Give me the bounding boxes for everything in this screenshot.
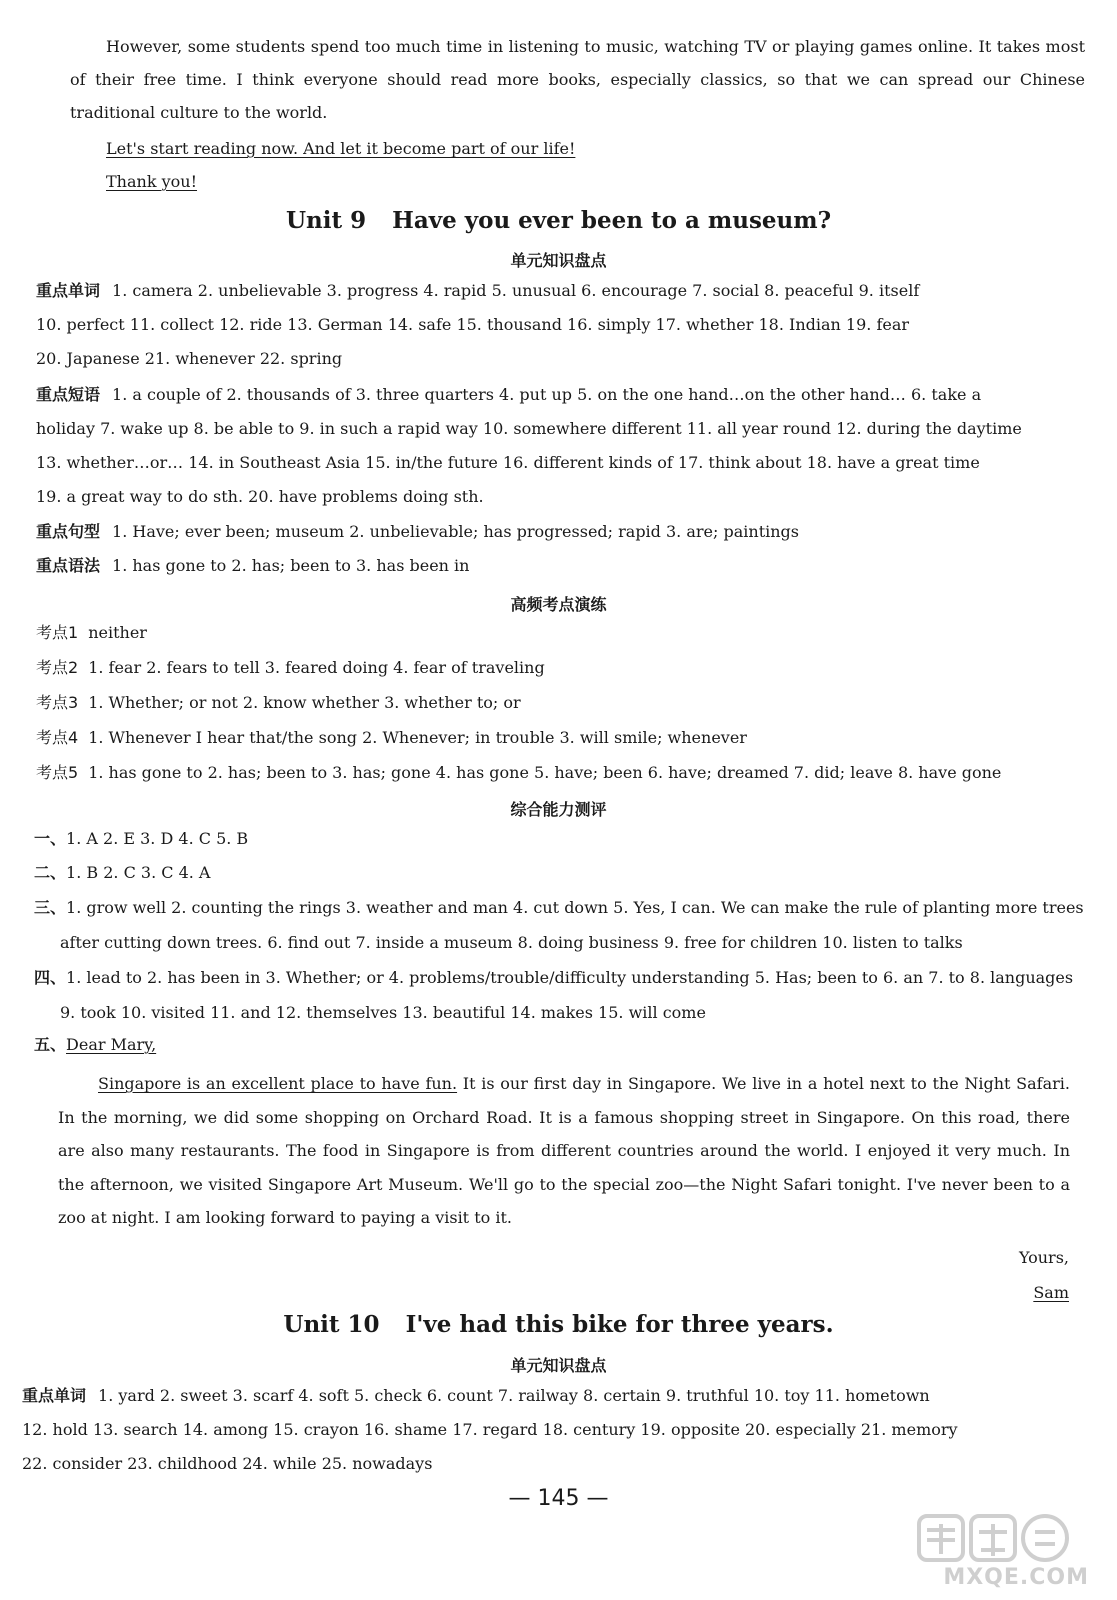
unit9-practice-heading: 高频考点演练 — [510, 595, 607, 614]
unit9-phrases-line1: 重点短语 1. a couple of 2. thousands of 3. three quarters 4. put up 5. on the one hand…on the other hand… 6. take a — [36, 385, 982, 404]
unit10-words-line1: 重点单词 1. yard 2. sweet 3. scarf 4. soft 5. check 6. count 7. railway 8. certain 9. truthful 10. toy 11. hometown — [22, 1386, 930, 1405]
test-section-3-line2: after cutting down trees. 6. find out 7. inside a museum 8. doing business 9. free for children 10. listen to talks — [60, 933, 963, 952]
intro-thanks: Thank you! — [106, 172, 198, 191]
unit9-words-line3: 20. Japanese 21. whenever 22. spring — [36, 349, 343, 368]
kp2-label: 考点2 — [36, 658, 79, 677]
kp1-label: 考点1 — [36, 623, 79, 642]
page-number: — 145 — — [508, 1486, 609, 1511]
kp2-line: 考点2 1. fear 2. fears to tell 3. feared doing 4. fear of traveling — [36, 658, 545, 677]
unit9-title — [0, 207, 1117, 234]
test-section-4-line2: 9. took 10. visited 11. and 12. themselves 13. beautiful 14. makes 15. will come — [60, 1003, 706, 1022]
intro-paragraph: However, some students spend too much time in listening to music, watching TV or playing games online. It takes most of their free time. I think everyone should read more books, especially classics, so that we can spread our Chinese traditional culture to the world. — [70, 37, 1085, 122]
unit9-number: Unit 9 — [285, 207, 367, 234]
letter-sign-off: Yours, — [1018, 1248, 1069, 1267]
test-section-5: 五、Dear Mary, — [34, 1035, 157, 1054]
unit9-words-label: 重点单词 — [36, 281, 101, 300]
kp5-label: 考点5 — [36, 763, 79, 782]
unit10-words-label: 重点单词 — [22, 1386, 87, 1405]
unit9-sentences: 重点句型 1. Have; ever been; museum 2. unbelievable; has progressed; rapid 3. are; paintings — [36, 522, 799, 541]
unit9-phrases-line4: 19. a great way to do sth. 20. have problems doing sth. — [36, 487, 484, 506]
letter-topic-sentence: Singapore is an excellent place to have fun. — [98, 1074, 458, 1093]
unit9-words-line1: 重点单词 1. camera 2. unbelievable 3. progress 4. rapid 5. unusual 6. encourage 7. social 8. peaceful 9. itself — [36, 281, 920, 300]
unit10-words-line3: 22. consider 23. childhood 24. while 25. nowadays — [22, 1454, 433, 1473]
watermark-logo-icon — [899, 1510, 1089, 1565]
kp1-line: 考点1 neither — [36, 623, 147, 642]
test-section-4-line1: 四、1. lead to 2. has been in 3. Whether; or 4. problems/trouble/difficulty understanding 5. Has; been to 6. an 7. to 8. languages — [34, 968, 1074, 987]
unit9-phrases-line2: holiday 7. wake up 8. be able to 9. in such a rapid way 10. somewhere different 11. all year round 12. during the daytime — [36, 419, 1022, 438]
unit9-phrases-line3: 13. whether…or… 14. in Southeast Asia 15. in/the future 16. different kinds of 17. think about 18. have a great time — [36, 453, 980, 472]
watermark-logo — [899, 1510, 1089, 1590]
letter-signature: Sam — [1033, 1283, 1069, 1302]
intro-closing: Let's start reading now. And let it become part of our life! — [106, 139, 576, 158]
kp4-line: 考点4 1. Whenever I hear that/the song 2. Whenever; in trouble 3. will smile; whenever — [36, 728, 747, 747]
unit10-number: Unit 10 — [283, 1311, 380, 1338]
unit9-words-line2: 10. perfect 11. collect 12. ride 13. German 14. safe 15. thousand 16. simply 17. whether 18. Indian 19. fear — [36, 315, 910, 334]
unit9-title-text: Have you ever been to a museum? — [392, 207, 832, 234]
unit10-words-line2: 12. hold 13. search 14. among 15. crayon 16. shame 17. regard 18. century 19. opposite 20. especially 21. memory — [22, 1420, 958, 1439]
unit10-knowledge-heading: 单元知识盘点 — [510, 1356, 607, 1375]
test-section-3-line1: 三、1. grow well 2. counting the rings 3. weather and man 4. cut down 5. Yes, I can. We can make the rule of planting more trees — [34, 898, 1084, 917]
kp3-label: 考点3 — [36, 693, 79, 712]
unit9-phrases-label: 重点短语 — [36, 385, 101, 404]
kp4-label: 考点4 — [36, 728, 79, 747]
unit10-title — [0, 1311, 1117, 1338]
test-section-2: 二、1. B 2. C 3. C 4. A — [34, 863, 211, 882]
unit10-title-text: I've had this bike for three years. — [405, 1311, 834, 1338]
letter-body: Singapore is an excellent place to have fun. It is our first day in Singapore. We live in a hotel next to the Night Safari. In the morning, we did some shopping on Orchard Road. It is a famous shopping street in Singapore. On this road, there are also many restaurants. The food in Singapore is from different countries around the world. I enjoyed it very much. In the afternoon, we visited Singapore Art Museum. We'll go to the special zoo—the Night Safari tonight. I've never been to a zoo at night. I am looking forward to paying a visit to it. — [58, 1074, 1070, 1227]
unit9-grammar-label: 重点语法 — [36, 556, 101, 575]
kp3-line: 考点3 1. Whether; or not 2. know whether 3. whether to; or — [36, 693, 521, 712]
kp5-line: 考点5 1. has gone to 2. has; been to 3. has; gone 4. has gone 5. have; been 6. have; dreamed 7. did; leave 8. have gone — [36, 763, 1002, 782]
unit9-test-heading: 综合能力测评 — [510, 800, 607, 819]
unit9-sentences-label: 重点句型 — [36, 522, 101, 541]
unit9-grammar: 重点语法 1. has gone to 2. has; been to 3. has been in — [36, 556, 470, 575]
unit9-knowledge-heading: 单元知识盘点 — [510, 251, 607, 270]
letter-greeting: Dear Mary, — [66, 1035, 157, 1054]
test-section-1: 一、1. A 2. E 3. D 4. C 5. B — [34, 829, 249, 848]
watermark-url: MXQE.COM — [943, 1565, 1089, 1590]
